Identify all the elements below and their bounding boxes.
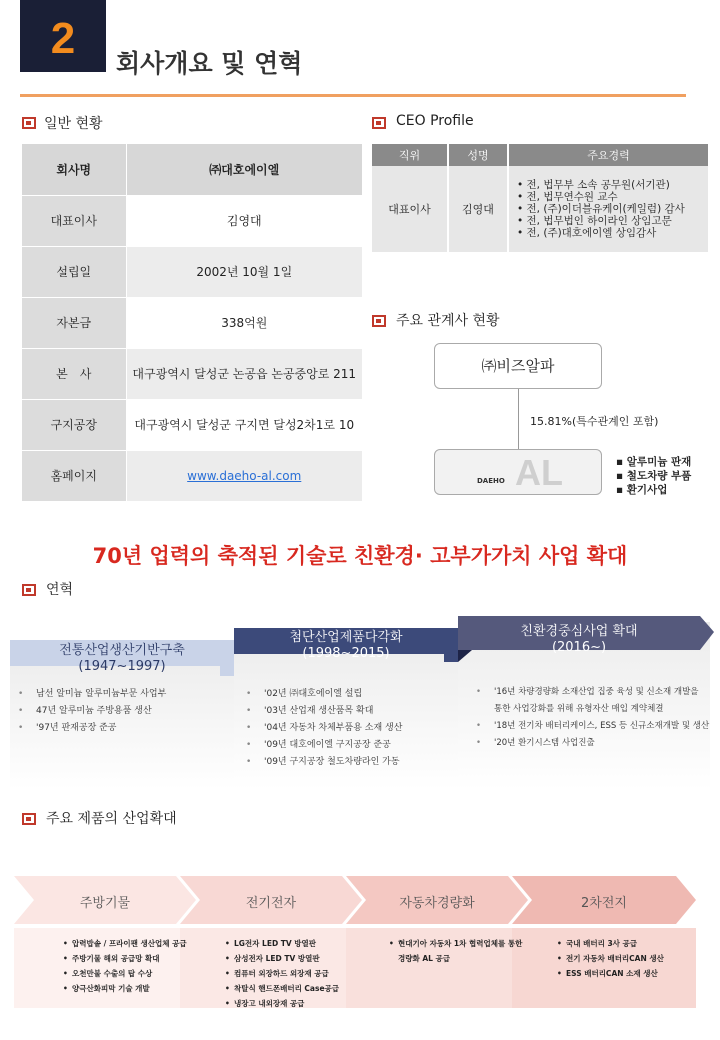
list-item-text: 통한 사업강화를 위해 유형자산 매입 계약체결 bbox=[494, 704, 664, 714]
period-years: (2016~) bbox=[551, 640, 607, 655]
product-items-4 bbox=[566, 936, 664, 981]
row-label: 설립일 bbox=[22, 246, 126, 297]
row-label: 대표이사 bbox=[22, 195, 126, 246]
ceo-career bbox=[508, 166, 709, 252]
homepage-link[interactable]: www.daeho-al.com bbox=[187, 468, 302, 483]
list-item: • 현대기아 자동차 1차 협력업체를 통한 bbox=[398, 936, 522, 951]
career-item: • 전, (주)대호에이엘 상임감사 bbox=[517, 227, 657, 239]
period-name: 첨단산업제품다각화 bbox=[289, 630, 403, 645]
table-row bbox=[22, 195, 362, 246]
period-items-2 bbox=[264, 686, 402, 771]
product-items-2 bbox=[234, 936, 339, 1011]
product-items-3 bbox=[398, 936, 522, 966]
table-row bbox=[22, 246, 362, 297]
table-row bbox=[22, 144, 362, 195]
products-heading: 주요 제품의 산업확대 bbox=[46, 811, 177, 827]
row-value: ㈜대호에이엘 bbox=[126, 144, 362, 195]
career-item: • 전, 법무법인 하이라인 상임고문 bbox=[517, 215, 672, 227]
product-category-label: 주방기물 bbox=[79, 896, 131, 911]
period-title-1 bbox=[10, 643, 234, 675]
list-item: • '20년 환기시스템 사업진출 bbox=[494, 735, 709, 752]
parent-company-name: ㈜비즈알파 bbox=[481, 357, 555, 375]
ceo-table bbox=[372, 144, 710, 252]
list-item: • 양극산화피막 기술 개발 bbox=[72, 981, 187, 996]
list-item: • '02년 ㈜대호에이엘 설립 bbox=[264, 686, 402, 703]
row-label: 자본금 bbox=[22, 297, 126, 348]
period-years: (1947~1997) bbox=[78, 659, 166, 674]
product-category-label: 자동차경량화 bbox=[399, 896, 475, 911]
general-heading: 일반 현황 bbox=[44, 116, 103, 132]
product-category-label: 전기전자 bbox=[245, 896, 297, 911]
list-item: • 오천만불 수출의 탑 수상 bbox=[72, 966, 187, 981]
ceo-position: 대표이사 bbox=[372, 166, 448, 252]
row-value: 대구광역시 달성군 구지면 달성2차1로 10 bbox=[126, 399, 362, 450]
section-bullet-icon bbox=[22, 813, 36, 825]
daeho-logo-text: DAEHO bbox=[477, 477, 505, 485]
list-item-text: 경량화 AL 공급 bbox=[398, 954, 451, 963]
section-title: 회사개요 및 연혁 bbox=[116, 49, 303, 78]
table-row bbox=[22, 348, 362, 399]
list-item: • 남선 알미늄 알루미늄부문 사업부 bbox=[36, 686, 166, 703]
stake-label: 15.81%(특수관계인 포함) bbox=[530, 415, 659, 428]
table-row bbox=[22, 399, 362, 450]
general-table bbox=[22, 144, 362, 502]
row-label: 회사명 bbox=[22, 144, 126, 195]
list-item: • '09년 대호에이엘 구지공장 준공 bbox=[264, 737, 402, 754]
list-item: • '04년 자동차 차체부품용 소재 생산 bbox=[264, 720, 402, 737]
row-value: 338억원 bbox=[126, 297, 362, 348]
list-item: ▪ 알루미늄 판재 bbox=[616, 456, 692, 468]
list-item: • '16년 차량경량화 소재산업 집중 육성 및 신소재 개발을 bbox=[494, 684, 709, 701]
title-divider bbox=[20, 94, 686, 97]
business-label: 환기사업 bbox=[626, 484, 668, 496]
section-bullet-icon bbox=[22, 117, 36, 129]
history-heading: 연혁 bbox=[46, 582, 74, 598]
row-label: 구지공장 bbox=[22, 399, 126, 450]
list-item: • '03년 산업재 생산품목 확대 bbox=[264, 703, 402, 720]
list-item: • '97년 판재공장 준공 bbox=[36, 720, 166, 737]
period-items-1 bbox=[36, 686, 166, 737]
list-item-continued bbox=[398, 951, 522, 966]
row-label: 홈페이지 bbox=[22, 450, 126, 501]
business-label: 알루미늄 판재 bbox=[626, 456, 692, 468]
list-item: • 국내 배터리 3사 공급 bbox=[566, 936, 664, 951]
list-item: • 주방기물 해외 공급망 확대 bbox=[72, 951, 187, 966]
col-header: 직위 bbox=[372, 144, 448, 166]
product-category-label: 2차전지 bbox=[581, 896, 627, 911]
list-item: • ESS 배터리CAN 소재 생산 bbox=[566, 966, 664, 981]
affiliates-heading: 주요 관계사 현황 bbox=[396, 313, 500, 329]
list-item: • LG전자 LED TV 방열판 bbox=[234, 936, 339, 951]
list-item: • '18년 전기차 배터리케이스, ESS 등 신규소재개발 및 생산 bbox=[494, 718, 709, 735]
table-row bbox=[372, 166, 709, 252]
period-title-2 bbox=[234, 630, 458, 662]
section-bullet-icon bbox=[22, 584, 36, 596]
list-item: • 47년 알루미늄 주방용품 생산 bbox=[36, 703, 166, 720]
list-item: • 냉장고 내외장재 공급 bbox=[234, 996, 339, 1011]
career-item: • 전, 법무부 소속 공무원(서기관) bbox=[517, 179, 670, 191]
product-items-1 bbox=[72, 936, 187, 996]
table-header-row bbox=[372, 144, 709, 166]
list-item: • 전기 자동차 배터리CAN 생산 bbox=[566, 951, 664, 966]
section-bullet-icon bbox=[372, 315, 386, 327]
row-value: 대구광역시 달성군 논공읍 논공중앙로 211 bbox=[126, 348, 362, 399]
ceo-heading: CEO Profile bbox=[396, 113, 474, 129]
list-item: ▪ 철도차량 부품 bbox=[616, 470, 692, 482]
row-value: 김영대 bbox=[126, 195, 362, 246]
business-list bbox=[616, 455, 691, 497]
row-value: 2002년 10월 1일 bbox=[126, 246, 362, 297]
table-row bbox=[22, 450, 362, 501]
list-item: • '09년 구지공장 철도차량라인 가동 bbox=[264, 754, 402, 771]
list-item: • 컴퓨터 외장하드 외장재 공급 bbox=[234, 966, 339, 981]
career-item: • 전, (주)이더블유케이(케일럼) 감사 bbox=[517, 203, 685, 215]
row-label: 본 사 bbox=[22, 348, 126, 399]
al-logo-text: AL bbox=[515, 452, 563, 493]
career-item: • 전, 법무연수원 교수 bbox=[517, 191, 618, 203]
col-header: 성명 bbox=[448, 144, 508, 166]
period-years: (1998~2015) bbox=[302, 646, 390, 661]
section-bullet-icon bbox=[372, 117, 386, 129]
period-title-3 bbox=[458, 624, 700, 656]
list-item: • 삼성전자 LED TV 방열판 bbox=[234, 951, 339, 966]
list-item: • 압력밥솥 / 프라이팬 생산업체 공급 bbox=[72, 936, 187, 951]
ceo-name: 김영대 bbox=[448, 166, 508, 252]
daeho-logo-box bbox=[434, 449, 602, 495]
period-name: 친환경중심사업 확대 bbox=[520, 624, 638, 639]
row-value bbox=[126, 450, 362, 501]
business-label: 철도차량 부품 bbox=[626, 470, 692, 482]
table-row bbox=[22, 297, 362, 348]
parent-company-box bbox=[434, 343, 602, 389]
list-item: • 착탈식 핸드폰배터리 Case공급 bbox=[234, 981, 339, 996]
section-number-badge bbox=[20, 0, 106, 72]
col-header: 주요경력 bbox=[508, 144, 709, 166]
period-name: 전통산업생산기반구축 bbox=[59, 643, 185, 658]
section-number: 2 bbox=[50, 14, 76, 63]
list-item-continued bbox=[494, 701, 709, 718]
list-item: ▪ 환기사업 bbox=[616, 484, 668, 496]
connector-line bbox=[518, 389, 519, 449]
slogan: 70년 업력의 축적된 기술로 친환경· 고부가가치 사업 확대 bbox=[92, 544, 628, 568]
period-items-3 bbox=[494, 684, 709, 752]
